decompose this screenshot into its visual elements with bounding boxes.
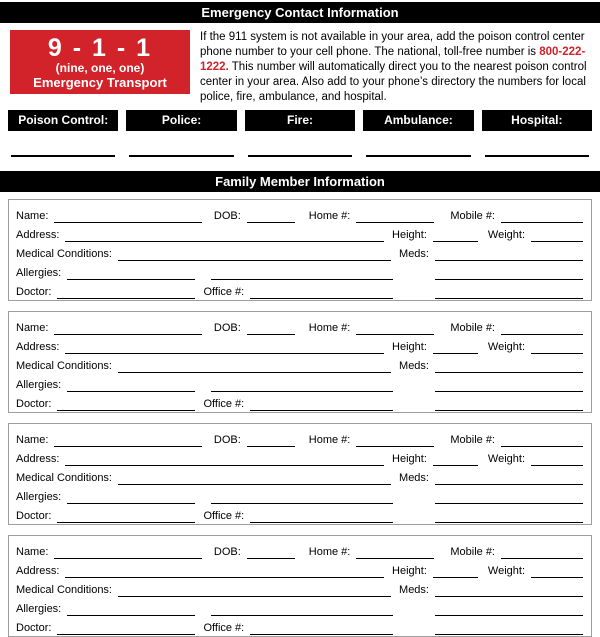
doctor-blank-line (57, 510, 195, 523)
weight-label: Weight: (487, 341, 525, 353)
meds-continuation-line-2 (435, 622, 583, 635)
home-phone-label: Home #: (308, 322, 351, 334)
weight-label: Weight: (487, 565, 525, 577)
mobile-phone-label: Mobile #: (450, 434, 495, 446)
name-label: Name: (16, 546, 49, 558)
weight-blank-line (531, 341, 583, 354)
dob-label: DOB: (213, 434, 241, 446)
height-label: Height: (392, 229, 427, 241)
name-blank-line (54, 546, 201, 559)
mobile-phone-label: Mobile #: (450, 210, 495, 222)
police-label: Police: (126, 110, 236, 131)
doctor-office-row (16, 616, 583, 635)
meds-blank-line (435, 472, 583, 485)
allergies-continuation-line (211, 379, 393, 392)
meds-continuation-line-1 (435, 379, 583, 392)
dob-blank-line (247, 210, 295, 223)
number-911: 9 - 1 - 1 (47, 34, 153, 62)
police-blank-line (129, 143, 233, 157)
office-phone-blank-line (250, 510, 393, 523)
ambulance-blank-line (366, 143, 470, 157)
allergies-label: Allergies: (16, 379, 62, 391)
meds-continuation-line-2 (435, 510, 583, 523)
medical-conditions-label: Medical Conditions: (16, 248, 112, 260)
hospital-blank-line (485, 143, 589, 157)
medical-conditions-blank-line (118, 472, 391, 485)
family-member-card (8, 311, 592, 413)
mobile-phone-label: Mobile #: (450, 546, 495, 558)
allergies-continuation-line (211, 603, 393, 616)
home-phone-blank-line (356, 210, 434, 223)
family-members-list (8, 199, 592, 637)
transport-911-box (10, 30, 190, 106)
home-phone-blank-line (356, 322, 434, 335)
name-blank-line (54, 434, 201, 447)
medical-conditions-meds-row (16, 578, 583, 597)
office-phone-label: Office #: (203, 398, 245, 410)
office-phone-blank-line (250, 286, 393, 299)
name-dob-phone-row (16, 316, 583, 335)
medical-conditions-blank-line (118, 584, 391, 597)
height-label: Height: (392, 453, 427, 465)
fire-label: Fire: (245, 110, 355, 131)
office-phone-blank-line (250, 398, 393, 411)
doctor-office-row (16, 280, 583, 299)
paragraph-text-after: This number will automatically direct you to the nearest poison control center in your area. Also add to your phone’s directory the numbers for local police, fire, ambulance, and hospital. (200, 61, 587, 103)
dob-label: DOB: (213, 546, 241, 558)
address-label: Address: (16, 229, 60, 241)
allergies-row (16, 261, 583, 280)
address-blank-line (65, 341, 384, 354)
number-911-phonetic: (nine, one, one) (55, 61, 145, 75)
height-blank-line (433, 453, 478, 466)
address-height-weight-row (16, 223, 583, 242)
mobile-phone-blank-line (501, 210, 583, 223)
address-blank-line (65, 229, 384, 242)
doctor-blank-line (57, 622, 195, 635)
emergency-contact-blank-lines (8, 143, 592, 157)
doctor-blank-line (57, 398, 195, 411)
weight-blank-line (531, 565, 583, 578)
family-member-card (8, 535, 592, 637)
medical-conditions-label: Medical Conditions: (16, 472, 112, 484)
home-phone-blank-line (356, 546, 434, 559)
allergies-label: Allergies: (16, 267, 62, 279)
address-label: Address: (16, 453, 60, 465)
family-member-header: Family Member Information (0, 171, 600, 192)
doctor-blank-line (57, 286, 195, 299)
mobile-phone-label: Mobile #: (450, 322, 495, 334)
medical-conditions-label: Medical Conditions: (16, 360, 112, 372)
office-phone-label: Office #: (203, 622, 245, 634)
home-phone-label: Home #: (308, 210, 351, 222)
meds-label: Meds: (399, 472, 429, 484)
medical-conditions-meds-row (16, 242, 583, 261)
allergies-label: Allergies: (16, 603, 62, 615)
home-phone-blank-line (356, 434, 434, 447)
transport-system-caption: Emergency Transport System (33, 75, 167, 106)
home-phone-label: Home #: (308, 546, 351, 558)
meds-continuation-line-2 (435, 398, 583, 411)
doctor-label: Doctor: (16, 398, 52, 410)
doctor-office-row (16, 504, 583, 523)
allergies-blank-line (67, 267, 195, 280)
allergies-row (16, 373, 583, 392)
address-blank-line (65, 565, 384, 578)
home-phone-label: Home #: (308, 434, 351, 446)
address-height-weight-row (16, 559, 583, 578)
medical-conditions-label: Medical Conditions: (16, 584, 112, 596)
height-label: Height: (392, 565, 427, 577)
dob-blank-line (247, 434, 295, 447)
office-phone-label: Office #: (203, 286, 245, 298)
meds-label: Meds: (399, 248, 429, 260)
dob-label: DOB: (213, 210, 241, 222)
height-blank-line (433, 229, 478, 242)
allergies-continuation-line (211, 267, 393, 280)
family-member-card (8, 423, 592, 525)
ambulance-label: Ambulance: (363, 110, 473, 131)
meds-blank-line (435, 360, 583, 373)
name-dob-phone-row (16, 428, 583, 447)
meds-label: Meds: (399, 584, 429, 596)
address-blank-line (65, 453, 384, 466)
meds-blank-line (435, 584, 583, 597)
allergies-label: Allergies: (16, 491, 62, 503)
height-blank-line (433, 341, 478, 354)
address-height-weight-row (16, 335, 583, 354)
office-phone-label: Office #: (203, 510, 245, 522)
weight-blank-line (531, 453, 583, 466)
name-blank-line (54, 322, 201, 335)
poison-control-blank-line (11, 143, 115, 157)
meds-continuation-line-1 (435, 491, 583, 504)
info-911-section (10, 30, 590, 105)
height-blank-line (433, 565, 478, 578)
doctor-office-row (16, 392, 583, 411)
name-label: Name: (16, 434, 49, 446)
paragraph-text-before: If the 911 system is not available in your area, add the poison control center phone number to your cell phone. The national, toll-free number is (200, 31, 585, 58)
mobile-phone-blank-line (501, 434, 583, 447)
office-phone-blank-line (250, 622, 393, 635)
weight-label: Weight: (487, 453, 525, 465)
name-dob-phone-row (16, 540, 583, 559)
address-label: Address: (16, 341, 60, 353)
dob-blank-line (247, 322, 295, 335)
meds-blank-line (435, 248, 583, 261)
fire-blank-line (248, 143, 352, 157)
medical-conditions-blank-line (118, 360, 391, 373)
meds-continuation-line-1 (435, 267, 583, 280)
emergency-contact-labels-row (8, 110, 592, 131)
poison-control-paragraph (200, 30, 590, 105)
allergies-blank-line (67, 379, 195, 392)
emergency-contact-header: Emergency Contact Information (0, 2, 600, 23)
poison-control-phone-number: 800-222-1222. (200, 46, 586, 73)
medical-conditions-meds-row (16, 354, 583, 373)
hospital-label: Hospital: (482, 110, 592, 131)
medical-conditions-blank-line (118, 248, 391, 261)
name-blank-line (54, 210, 201, 223)
allergies-row (16, 597, 583, 616)
family-member-card (8, 199, 592, 301)
weight-label: Weight: (487, 229, 525, 241)
weight-blank-line (531, 229, 583, 242)
dob-label: DOB: (213, 322, 241, 334)
name-label: Name: (16, 322, 49, 334)
doctor-label: Doctor: (16, 286, 52, 298)
name-dob-phone-row (16, 204, 583, 223)
meds-label: Meds: (399, 360, 429, 372)
mobile-phone-blank-line (501, 322, 583, 335)
address-height-weight-row (16, 447, 583, 466)
meds-continuation-line-2 (435, 286, 583, 299)
allergies-blank-line (67, 603, 195, 616)
poison-control-label: Poison Control: (8, 110, 118, 131)
height-label: Height: (392, 341, 427, 353)
meds-continuation-line-1 (435, 603, 583, 616)
allergies-row (16, 485, 583, 504)
doctor-label: Doctor: (16, 510, 52, 522)
medical-conditions-meds-row (16, 466, 583, 485)
allergies-blank-line (67, 491, 195, 504)
address-label: Address: (16, 565, 60, 577)
dob-blank-line (247, 546, 295, 559)
allergies-continuation-line (211, 491, 393, 504)
name-label: Name: (16, 210, 49, 222)
doctor-label: Doctor: (16, 622, 52, 634)
mobile-phone-blank-line (501, 546, 583, 559)
